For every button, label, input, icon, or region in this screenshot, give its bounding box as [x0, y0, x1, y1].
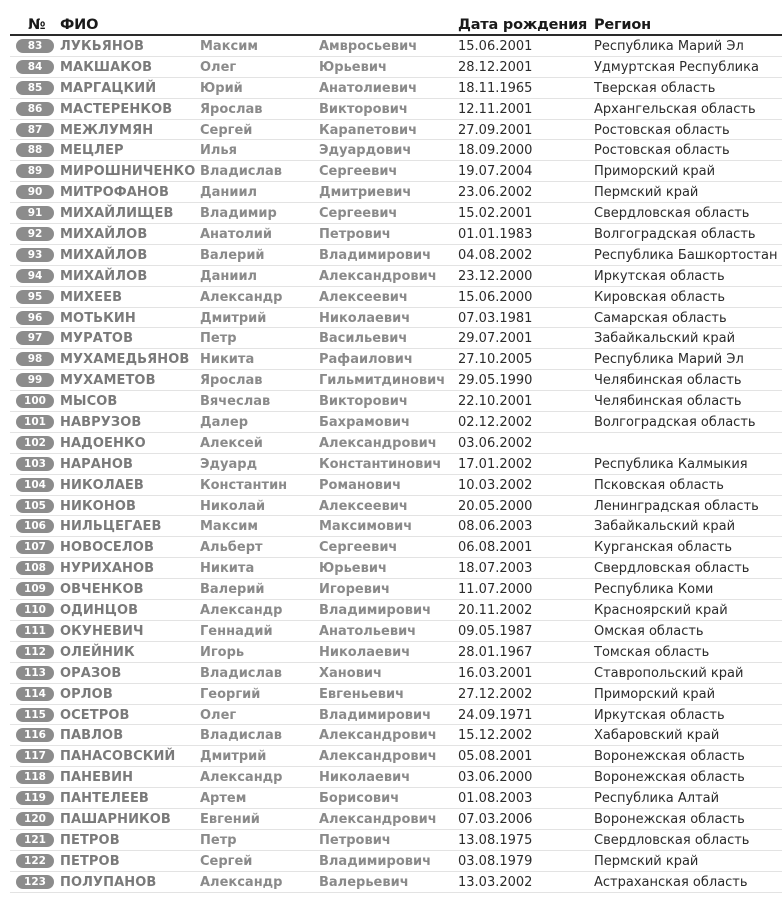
patronymic-cell: Александрович — [319, 811, 437, 827]
surname-cell: ПЕТРОВ — [60, 832, 120, 848]
region-cell: Ростовская область — [594, 143, 730, 159]
region-cell: Ростовская область — [594, 122, 730, 138]
birth-date-cell: 15.02.2001 — [458, 206, 533, 222]
birth-date-cell: 16.03.2001 — [458, 665, 533, 681]
row-number-badge: 92 — [16, 227, 54, 241]
row-number-badge: 115 — [16, 708, 54, 722]
first-name-cell: Максим — [200, 39, 258, 54]
patronymic-cell: Викторович — [319, 101, 408, 117]
row-number-badge: 93 — [16, 248, 54, 262]
surname-cell: НАВРУЗОВ — [60, 415, 142, 431]
row-number-badge: 109 — [16, 582, 54, 596]
table-row — [10, 328, 782, 349]
surname-cell: ЛУКЬЯНОВ — [60, 39, 145, 54]
surname-cell: ОВЧЕНКОВ — [60, 582, 144, 598]
region-cell: Астраханская область — [594, 874, 748, 890]
row-number-badge: 106 — [16, 519, 54, 533]
birth-date-cell: 13.03.2002 — [458, 874, 533, 890]
region-cell: Кировская область — [594, 289, 726, 305]
first-name-cell: Игорь — [200, 644, 245, 660]
row-number-badge: 101 — [16, 415, 54, 429]
patronymic-cell: Алексеевич — [319, 289, 408, 305]
first-name-cell: Максим — [200, 519, 258, 535]
birth-date-cell: 27.10.2005 — [458, 352, 533, 368]
row-number-badge: 98 — [16, 352, 54, 366]
row-number-badge: 94 — [16, 269, 54, 283]
table-row — [10, 746, 782, 767]
first-name-cell: Далер — [200, 415, 248, 431]
region-cell: Приморский край — [594, 686, 716, 702]
region-cell: Иркутская область — [594, 707, 725, 723]
first-name-cell: Владислав — [200, 728, 283, 744]
surname-cell: МИРОШНИЧЕНКО — [60, 164, 196, 180]
surname-cell: МИХАЙЛОВ — [60, 268, 148, 284]
birth-date-cell: 29.07.2001 — [458, 331, 533, 347]
first-name-cell: Владимир — [200, 206, 277, 222]
birth-date-cell: 23.06.2002 — [458, 185, 533, 201]
table-row — [10, 245, 782, 266]
table-row — [10, 663, 782, 684]
birth-date-cell: 01.08.2003 — [458, 791, 533, 807]
birth-date-cell: 24.09.1971 — [458, 707, 533, 723]
surname-cell: МУРАТОВ — [60, 331, 134, 347]
region-cell: Хабаровский край — [594, 728, 720, 744]
first-name-cell: Александр — [200, 603, 283, 619]
birth-date-cell: 10.03.2002 — [458, 477, 533, 493]
table-row — [10, 308, 782, 329]
first-name-cell: Эдуард — [200, 456, 258, 472]
table-row — [10, 57, 782, 78]
table-row — [10, 642, 782, 663]
table-row — [10, 872, 782, 893]
region-cell: Республика Марий Эл — [594, 352, 744, 368]
region-cell: Забайкальский край — [594, 519, 736, 535]
patronymic-cell: Евгеньевич — [319, 686, 404, 702]
patronymic-cell: Александрович — [319, 268, 437, 284]
row-number-badge: 118 — [16, 770, 54, 784]
patronymic-cell: Петрович — [319, 832, 391, 848]
patronymic-cell: Анатолиевич — [319, 80, 417, 96]
surname-cell: ОЛЕЙНИК — [60, 644, 135, 660]
birth-date-cell: 12.11.2001 — [458, 101, 533, 117]
birth-date-cell: 04.08.2002 — [458, 247, 533, 263]
surname-cell: ОДИНЦОВ — [60, 603, 139, 619]
surname-cell: ОСЕТРОВ — [60, 707, 130, 723]
first-name-cell: Никита — [200, 352, 255, 368]
surname-cell: ПАНЕВИН — [60, 770, 134, 786]
surname-cell: МАКШАКОВ — [60, 59, 153, 75]
row-number-badge: 104 — [16, 478, 54, 492]
header-birth-date: Дата рождения — [458, 17, 588, 33]
birth-date-cell: 03.08.1979 — [458, 853, 533, 869]
row-number-badge: 105 — [16, 499, 54, 513]
patronymic-cell: Карапетович — [319, 122, 418, 138]
birth-date-cell: 15.12.2002 — [458, 728, 533, 744]
first-name-cell: Юрий — [200, 80, 243, 96]
patronymic-cell: Александрович — [319, 749, 437, 765]
patronymic-cell: Николаевич — [319, 310, 411, 326]
birth-date-cell: 11.07.2000 — [458, 582, 533, 598]
region-cell: Республика Марий Эл — [594, 39, 744, 54]
table-row — [10, 537, 782, 558]
table-row — [10, 830, 782, 851]
region-cell: Самарская область — [594, 310, 727, 326]
header-fio: ФИО — [60, 17, 99, 33]
first-name-cell: Александр — [200, 770, 283, 786]
surname-cell: НУРИХАНОВ — [60, 561, 155, 577]
patronymic-cell: Борисович — [319, 791, 400, 807]
birth-date-cell: 08.06.2003 — [458, 519, 533, 535]
patronymic-cell: Эдуардович — [319, 143, 412, 159]
row-number-badge: 86 — [16, 102, 54, 116]
birth-date-cell: 05.08.2001 — [458, 749, 533, 765]
surname-cell: ПЕТРОВ — [60, 853, 120, 869]
patronymic-cell: Алексеевич — [319, 498, 408, 514]
region-cell: Курганская область — [594, 540, 733, 556]
patronymic-cell: Сергеевич — [319, 164, 398, 180]
birth-date-cell: 27.12.2002 — [458, 686, 533, 702]
surname-cell: ПАВЛОВ — [60, 728, 124, 744]
patronymic-cell: Александрович — [319, 728, 437, 744]
row-number-badge: 83 — [16, 39, 54, 53]
first-name-cell: Александр — [200, 289, 283, 305]
patronymic-cell: Максимович — [319, 519, 413, 535]
row-number-badge: 90 — [16, 185, 54, 199]
row-number-badge: 103 — [16, 457, 54, 471]
patronymic-cell: Гильмитдинович — [319, 373, 446, 389]
region-cell: Красноярский край — [594, 603, 728, 619]
birth-date-cell: 20.05.2000 — [458, 498, 533, 514]
row-number-badge: 116 — [16, 728, 54, 742]
first-name-cell: Георгий — [200, 686, 261, 702]
table-row — [10, 266, 782, 287]
birth-date-cell: 28.12.2001 — [458, 59, 533, 75]
surname-cell: НОВОСЕЛОВ — [60, 540, 154, 556]
region-cell: Ставропольский край — [594, 665, 744, 681]
table-row — [10, 349, 782, 370]
surname-cell: МУХАМЕДЬЯНОВ — [60, 352, 190, 368]
patronymic-cell: Анатольевич — [319, 623, 417, 639]
birth-date-cell: 01.01.1983 — [458, 227, 533, 243]
table-row — [10, 370, 782, 391]
patronymic-cell: Сергеевич — [319, 206, 398, 222]
patronymic-cell: Юрьевич — [319, 561, 387, 577]
row-number-badge: 114 — [16, 687, 54, 701]
patronymic-cell: Валерьевич — [319, 874, 409, 890]
first-name-cell: Сергей — [200, 122, 253, 138]
surname-cell: ОКУНЕВИЧ — [60, 623, 144, 639]
region-cell: Воронежская область — [594, 770, 745, 786]
row-number-badge: 97 — [16, 331, 54, 345]
table-row — [10, 684, 782, 705]
patronymic-cell: Дмитриевич — [319, 185, 412, 201]
table-row — [10, 496, 782, 517]
birth-date-cell: 28.01.1967 — [458, 644, 533, 660]
region-cell: Иркутская область — [594, 268, 725, 284]
patronymic-cell: Бахрамович — [319, 415, 410, 431]
surname-cell: ОРАЗОВ — [60, 665, 122, 681]
surname-cell: МЕЖЛУМЯН — [60, 122, 154, 138]
table-row — [10, 161, 782, 182]
table-row — [10, 558, 782, 579]
table-row — [10, 182, 782, 203]
row-number-badge: 84 — [16, 60, 54, 74]
first-name-cell: Олег — [200, 59, 237, 75]
patronymic-cell: Александрович — [319, 435, 437, 451]
patronymic-cell: Сергеевич — [319, 540, 398, 556]
first-name-cell: Алексей — [200, 435, 263, 451]
surname-cell: МОТЬКИН — [60, 310, 136, 326]
row-number-badge: 119 — [16, 791, 54, 805]
birth-date-cell: 19.07.2004 — [458, 164, 533, 180]
surname-cell: ПАШАРНИКОВ — [60, 811, 171, 827]
table-row — [10, 851, 782, 872]
surname-cell: НИЛЬЦЕГАЕВ — [60, 519, 162, 535]
first-name-cell: Александр — [200, 874, 283, 890]
region-cell: Республика Коми — [594, 582, 714, 598]
table-row — [10, 705, 782, 726]
birth-date-cell: 20.11.2002 — [458, 603, 533, 619]
table-row — [10, 475, 782, 496]
row-number-badge: 110 — [16, 603, 54, 617]
first-name-cell: Олег — [200, 707, 237, 723]
row-number-badge: 96 — [16, 311, 54, 325]
region-cell: Ленинградская область — [594, 498, 759, 514]
table-row — [10, 621, 782, 642]
birth-date-cell: 18.11.1965 — [458, 80, 533, 96]
birth-date-cell: 18.07.2003 — [458, 561, 533, 577]
region-cell: Республика Калмыкия — [594, 456, 748, 472]
patronymic-cell: Владимирович — [319, 247, 432, 263]
region-cell: Псковская область — [594, 477, 724, 493]
region-cell: Свердловская область — [594, 206, 750, 222]
first-name-cell: Артем — [200, 791, 247, 807]
surname-cell: ПАНАСОВСКИЙ — [60, 749, 176, 765]
surname-cell: МИТРОФАНОВ — [60, 185, 170, 201]
first-name-cell: Анатолий — [200, 227, 273, 243]
first-name-cell: Ярослав — [200, 373, 263, 389]
row-number-badge: 99 — [16, 373, 54, 387]
patronymic-cell: Владимирович — [319, 707, 432, 723]
table-row — [10, 767, 782, 788]
first-name-cell: Валерий — [200, 582, 265, 598]
patronymic-cell: Владимирович — [319, 853, 432, 869]
region-cell: Тверская область — [594, 80, 716, 96]
birth-date-cell: 13.08.1975 — [458, 832, 533, 848]
birth-date-cell: 06.08.2001 — [458, 540, 533, 556]
first-name-cell: Петр — [200, 832, 237, 848]
surname-cell: МИХЕЕВ — [60, 289, 123, 305]
first-name-cell: Владислав — [200, 665, 283, 681]
first-name-cell: Владислав — [200, 164, 283, 180]
patronymic-cell: Юрьевич — [319, 59, 387, 75]
table-row — [10, 120, 782, 141]
table-row — [10, 224, 782, 245]
table-row — [10, 391, 782, 412]
first-name-cell: Ярослав — [200, 101, 263, 117]
row-number-badge: 87 — [16, 123, 54, 137]
first-name-cell: Геннадий — [200, 623, 273, 639]
region-cell: Республика Алтай — [594, 791, 720, 807]
patronymic-cell: Николаевич — [319, 644, 411, 660]
region-cell: Воронежская область — [594, 749, 745, 765]
birth-date-cell: 03.06.2002 — [458, 435, 533, 451]
row-number-badge: 117 — [16, 749, 54, 763]
row-number-badge: 120 — [16, 812, 54, 826]
birth-date-cell: 15.06.2001 — [458, 39, 533, 54]
row-number-badge: 112 — [16, 645, 54, 659]
surname-cell: МИХАЙЛОВ — [60, 247, 148, 263]
region-cell: Волгоградская область — [594, 227, 756, 243]
first-name-cell: Вячеслав — [200, 394, 271, 410]
surname-cell: МИХАЙЛИЩЕВ — [60, 206, 174, 222]
birth-date-cell: 07.03.1981 — [458, 310, 533, 326]
first-name-cell: Дмитрий — [200, 310, 267, 326]
row-number-badge: 95 — [16, 290, 54, 304]
region-cell: Пермский край — [594, 853, 699, 869]
surname-cell: МУХАМЕТОВ — [60, 373, 156, 389]
birth-date-cell: 29.05.1990 — [458, 373, 533, 389]
row-number-badge: 91 — [16, 206, 54, 220]
region-cell: Удмуртская Республика — [594, 59, 759, 75]
row-number-badge: 100 — [16, 394, 54, 408]
row-number-badge: 89 — [16, 164, 54, 178]
region-cell: Омская область — [594, 623, 704, 639]
surname-cell: НАДОЕНКО — [60, 435, 146, 451]
row-number-badge: 88 — [16, 143, 54, 157]
region-cell: Свердловская область — [594, 561, 750, 577]
surname-cell: МАРГАЦКИЙ — [60, 80, 157, 96]
row-number-badge: 123 — [16, 875, 54, 889]
birth-date-cell: 09.05.1987 — [458, 623, 533, 639]
birth-date-cell: 27.09.2001 — [458, 122, 533, 138]
first-name-cell: Константин — [200, 477, 288, 493]
table-row — [10, 99, 782, 120]
patronymic-cell: Васильевич — [319, 331, 408, 347]
table-row — [10, 203, 782, 224]
table-row — [10, 454, 782, 475]
row-number-badge: 113 — [16, 666, 54, 680]
patronymic-cell: Николаевич — [319, 770, 411, 786]
student-list-sheet — [10, 0, 782, 893]
row-number-badge: 122 — [16, 854, 54, 868]
birth-date-cell: 18.09.2000 — [458, 143, 533, 159]
region-cell: Свердловская область — [594, 832, 750, 848]
row-number-badge: 102 — [16, 436, 54, 450]
region-cell: Забайкальский край — [594, 331, 736, 347]
header-number: № — [28, 17, 46, 33]
surname-cell: МАСТЕРЕНКОВ — [60, 101, 173, 117]
patronymic-cell: Викторович — [319, 394, 408, 410]
first-name-cell: Альберт — [200, 540, 263, 556]
table-row — [10, 412, 782, 433]
table-row — [10, 788, 782, 809]
surname-cell: ПОЛУПАНОВ — [60, 874, 157, 890]
patronymic-cell: Амвросьевич — [319, 39, 418, 54]
region-cell: Волгоградская область — [594, 415, 756, 431]
header-region: Регион — [594, 17, 651, 33]
table-row — [10, 78, 782, 99]
first-name-cell: Илья — [200, 143, 237, 159]
patronymic-cell: Романович — [319, 477, 402, 493]
birth-date-cell: 02.12.2002 — [458, 415, 533, 431]
surname-cell: НИКОЛАЕВ — [60, 477, 144, 493]
surname-cell: ПАНТЕЛЕЕВ — [60, 791, 149, 807]
first-name-cell: Даниил — [200, 185, 258, 201]
region-cell: Республика Башкортостан — [594, 247, 778, 263]
birth-date-cell: 17.01.2002 — [458, 456, 533, 472]
surname-cell: НИКОНОВ — [60, 498, 136, 514]
table-row — [10, 809, 782, 830]
region-cell: Воронежская область — [594, 811, 745, 827]
table-header — [10, 0, 782, 36]
table-row — [10, 579, 782, 600]
birth-date-cell: 22.10.2001 — [458, 394, 533, 410]
patronymic-cell: Владимирович — [319, 603, 432, 619]
birth-date-cell: 07.03.2006 — [458, 811, 533, 827]
region-cell: Приморский край — [594, 164, 716, 180]
row-number-badge: 121 — [16, 833, 54, 847]
table-row — [10, 140, 782, 161]
first-name-cell: Валерий — [200, 247, 265, 263]
first-name-cell: Даниил — [200, 268, 258, 284]
birth-date-cell: 15.06.2000 — [458, 289, 533, 305]
surname-cell: МЕЦЛЕР — [60, 143, 124, 159]
patronymic-cell: Константинович — [319, 456, 442, 472]
first-name-cell: Евгений — [200, 811, 260, 827]
surname-cell: НАРАНОВ — [60, 456, 134, 472]
patronymic-cell: Рафаилович — [319, 352, 413, 368]
surname-cell: МИХАЙЛОВ — [60, 227, 148, 243]
table-row — [10, 600, 782, 621]
first-name-cell: Петр — [200, 331, 237, 347]
first-name-cell: Сергей — [200, 853, 253, 869]
table-row — [10, 516, 782, 537]
table-row — [10, 36, 782, 57]
patronymic-cell: Петрович — [319, 227, 391, 243]
birth-date-cell: 03.06.2000 — [458, 770, 533, 786]
first-name-cell: Николай — [200, 498, 266, 514]
row-number-badge: 111 — [16, 624, 54, 638]
region-cell: Челябинская область — [594, 373, 742, 389]
table-body — [10, 36, 782, 893]
first-name-cell: Дмитрий — [200, 749, 267, 765]
table-row — [10, 725, 782, 746]
patronymic-cell: Ханович — [319, 665, 382, 681]
table-row — [10, 433, 782, 454]
first-name-cell: Никита — [200, 561, 255, 577]
region-cell: Пермский край — [594, 185, 699, 201]
region-cell: Томская область — [594, 644, 710, 660]
patronymic-cell: Игоревич — [319, 582, 390, 598]
row-number-badge: 107 — [16, 540, 54, 554]
region-cell: Челябинская область — [594, 394, 742, 410]
row-number-badge: 108 — [16, 561, 54, 575]
surname-cell: ОРЛОВ — [60, 686, 113, 702]
region-cell: Архангельская область — [594, 101, 756, 117]
table-row — [10, 287, 782, 308]
birth-date-cell: 23.12.2000 — [458, 268, 533, 284]
row-number-badge: 85 — [16, 81, 54, 95]
surname-cell: МЫСОВ — [60, 394, 118, 410]
